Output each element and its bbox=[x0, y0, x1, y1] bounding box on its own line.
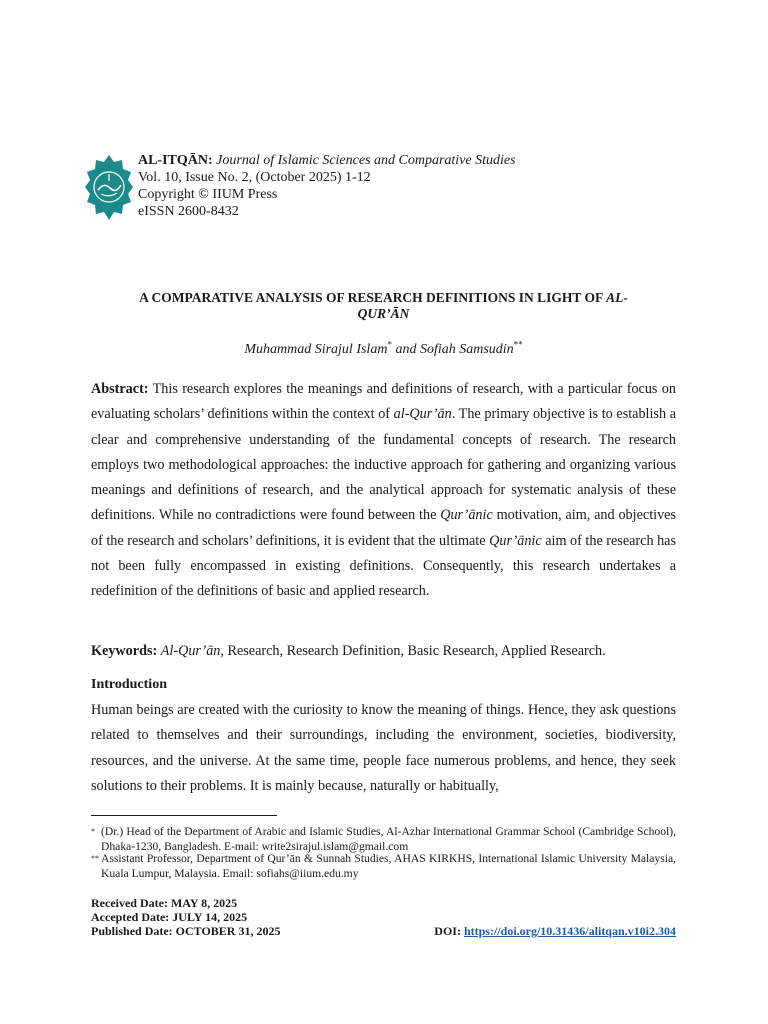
received-date: Received Date: MAY 8, 2025 bbox=[91, 896, 238, 910]
abstract-term-1: al-Qur’ān bbox=[393, 406, 452, 423]
title-italic-2: QUR’ĀN bbox=[357, 306, 410, 321]
keywords bbox=[91, 639, 676, 664]
authors bbox=[91, 339, 676, 358]
journal-title-line bbox=[138, 152, 516, 169]
author-2: Sofiah Samsudin bbox=[419, 342, 514, 357]
doi bbox=[434, 924, 676, 938]
doi-label: DOI: bbox=[434, 924, 464, 938]
journal-subtitle: Journal of Islamic Sciences and Comparative Studies bbox=[216, 153, 516, 168]
author-1: Muhammad Sirajul Islam bbox=[244, 342, 388, 357]
author-1-mark: * bbox=[387, 339, 392, 350]
footnote-2-text: Assistant Professor, Department of Qur’ān & Sunnah Studies, AHAS KIRKHS, International Islamic University Malaysia, Kuala Lumpur, Malaysia. Email: sofiahs@iium.edu.my bbox=[101, 852, 676, 880]
copyright: Copyright © IIUM Press bbox=[138, 187, 278, 202]
author-2-mark: ** bbox=[513, 339, 523, 350]
article-title bbox=[91, 290, 676, 322]
title-italic-1: AL- bbox=[606, 290, 628, 305]
published-date: Published Date: OCTOBER 31, 2025 bbox=[91, 924, 281, 938]
author-join: and bbox=[391, 342, 420, 357]
eissn: eISSN 2600-8432 bbox=[138, 204, 239, 219]
keywords-rest: , Research, Research Definition, Basic Research, Applied Research. bbox=[220, 643, 606, 659]
journal-name: AL-ITQĀN: bbox=[138, 153, 213, 168]
abstract-part-1: This research explores the meanings and definitions of research, with a particular focus on evaluating scholars’ definitions within the context of bbox=[91, 381, 676, 423]
footnote-rule bbox=[91, 815, 277, 816]
title-main: A COMPARATIVE ANALYSIS OF RESEARCH DEFINITIONS IN LIGHT OF bbox=[139, 290, 607, 305]
keyword-first: Al-Qur’ān bbox=[160, 643, 221, 659]
footnote-1-text: (Dr.) Head of the Department of Arabic and Islamic Studies, Al-Azhar International Grammar School (Cambridge School), Dhaka-1230, Bangladesh. E-mail: write2sirajul.islam@gmail.com bbox=[101, 825, 676, 853]
introduction-heading: Introduction bbox=[91, 677, 167, 692]
abstract-part-2: . The primary objective is to establish a clear and comprehensive understanding of the fundamental concepts of research. The research employs two methodological approaches: the inductive approach for gathering and organizing various meanings and definitions of research, and the analytical approach for systematic analysis of these definitions. While no contradictions were found between the bbox=[91, 406, 676, 524]
abstract-term-3: Qur’ānic bbox=[489, 532, 542, 549]
abstract-part-4: aim of the research has not been fully encompassed in existing definitions. Consequently, this research undertakes a redefinition of the definitions of basic and applied research. bbox=[91, 532, 677, 600]
footnote-1-mark: * bbox=[91, 827, 95, 836]
abstract-term-2: Qur’ānic bbox=[440, 507, 493, 524]
keywords-label: Keywords: bbox=[91, 643, 158, 659]
accepted-date: Accepted Date: JULY 14, 2025 bbox=[91, 910, 248, 924]
journal-logo-icon bbox=[84, 154, 134, 222]
footnote-2-mark: ** bbox=[91, 854, 99, 863]
volume-info: Vol. 10, Issue No. 2, (October 2025) 1-12 bbox=[138, 170, 371, 185]
article-dates bbox=[91, 896, 280, 938]
abstract-label: Abstract: bbox=[91, 381, 149, 397]
abstract bbox=[91, 377, 676, 605]
abstract-part-3: motivation, aim, and objectives of the research and scholars’ definitions, it is evident that the ultimate bbox=[91, 507, 676, 549]
footnote-1 bbox=[91, 825, 676, 854]
introduction-text: Human beings are created with the curiosity to know the meaning of things. Hence, they ask questions related to themselves and their surroundings, including the environment, societies, biodiversity, resources, and the universe. At the same time, people face numerous problems, and hence, they seek solutions to their problems. It is mainly because, naturally or habitually, bbox=[91, 702, 676, 794]
journal-header bbox=[138, 152, 516, 220]
footnote-2 bbox=[91, 852, 676, 881]
doi-link[interactable]: https://doi.org/10.31436/alitqan.v10i2.304 bbox=[463, 924, 676, 938]
